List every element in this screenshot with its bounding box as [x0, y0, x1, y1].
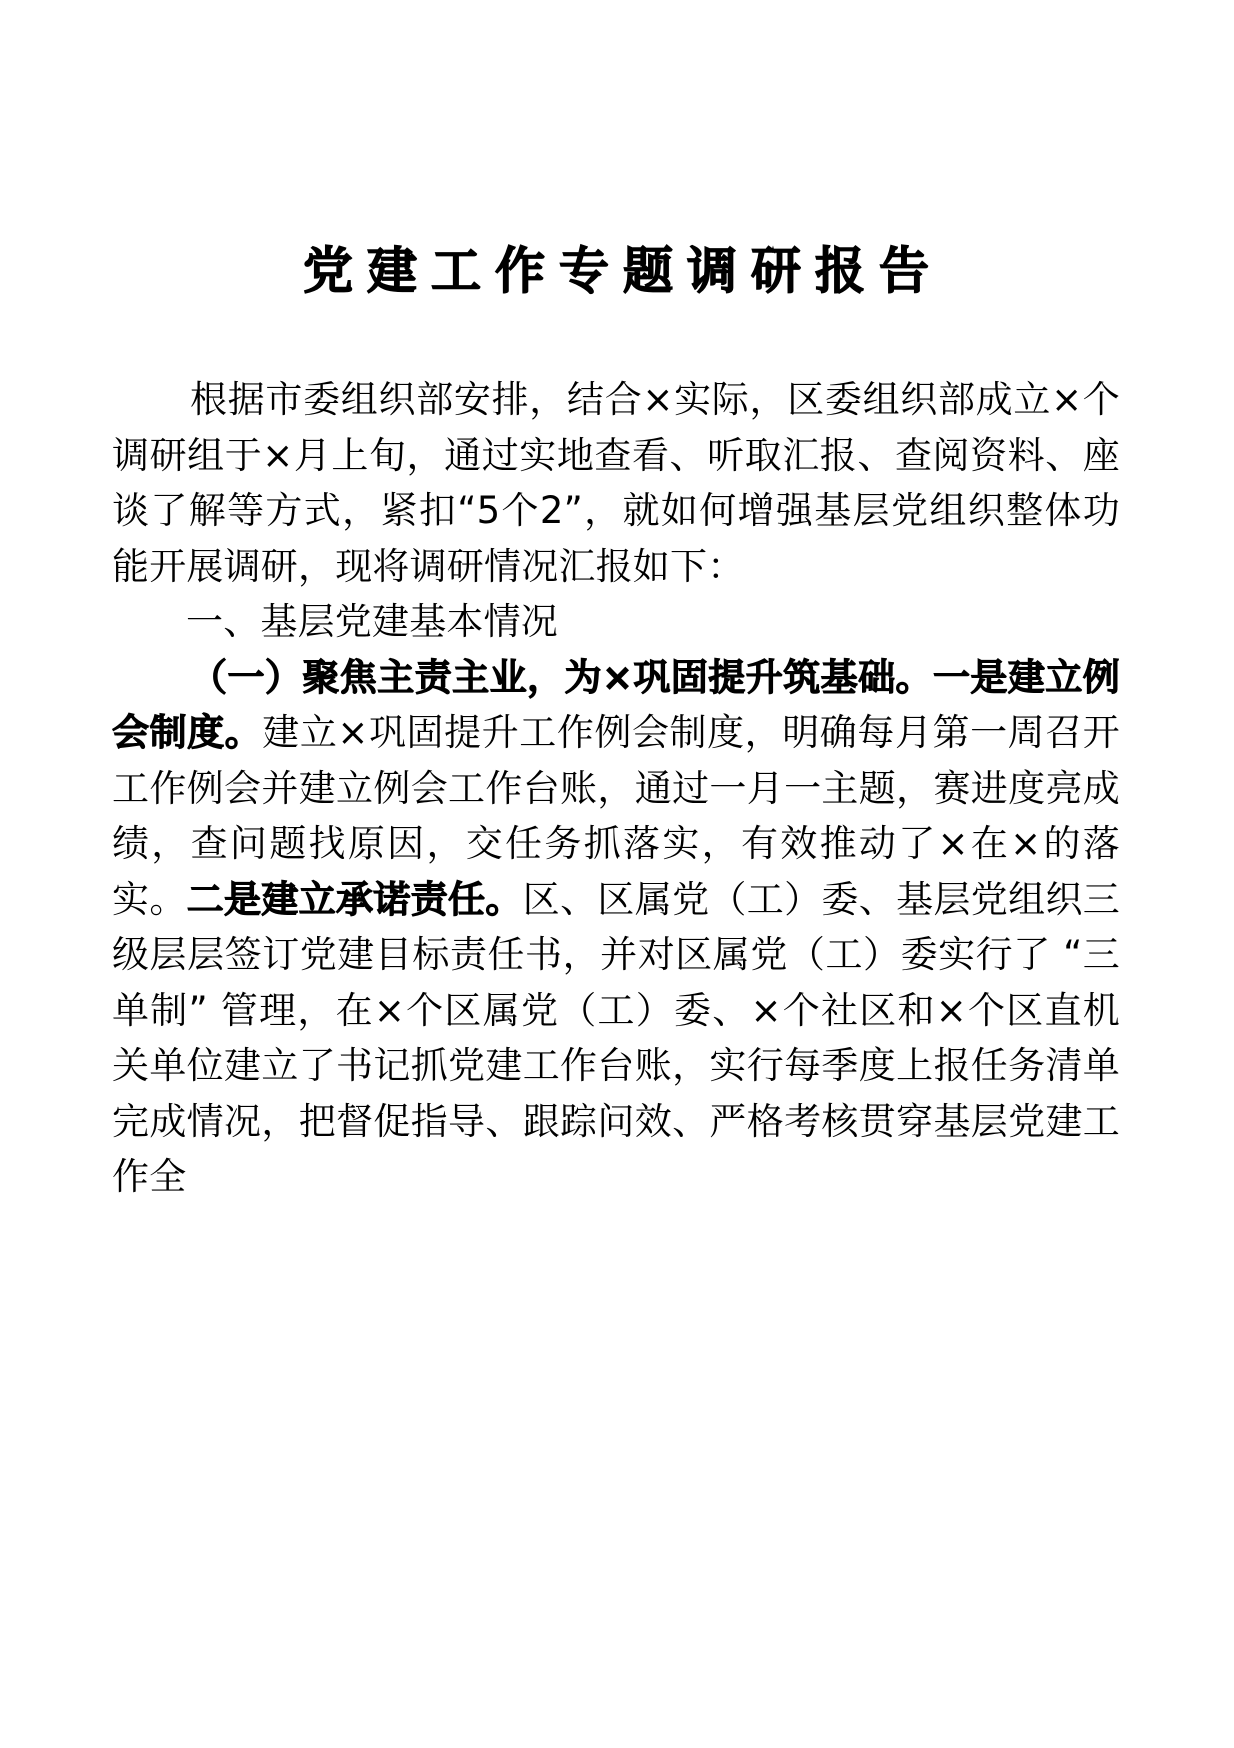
text-run: 建立×巩固提升工作例会制度，明确每月第一周召开工作例会并建立例会工作台账，通过一月一主题，赛进度亮成绩，查问题找原因，交任务抓落实，有效推动了×在×的落实。 [112, 711, 1120, 921]
paragraph-intro [112, 372, 1120, 594]
text-run-bold: （一）聚焦主责主业，为×巩固提升筑基础。一是建立例会制度。 [112, 655, 1120, 754]
text-run: 根据市委组织部安排，结合×实际，区委组织部成立×个调研组于×月上旬，通过实地查看、听取汇报、查阅资料、座谈了解等方式，紧扣“5个2”，就如何增强基层党组织整体功能开展调研，现将调研情况汇报如下： [112, 378, 1120, 588]
paragraph-subsection-one [112, 650, 1120, 1205]
text-run: 区、区属党（工）委、基层党组织三级层层签订党建目标责任书，并对区属党（工）委实行了 “三单制” 管理，在×个区属党（工）委、×个社区和×个区直机关单位建立了书记抓党建工作台账，实行每季度上报任务清单完成情况，把督促指导、跟踪问效、严格考核贯穿基层党建工作全 [112, 877, 1120, 1198]
text-run: 一、基层党建基本情况 [186, 600, 558, 643]
document-body [112, 372, 1120, 1205]
page-title: 党建工作专题调研报告 [303, 242, 943, 300]
page-content-area [112, 0, 1120, 1748]
text-run-bold: 二是建立承诺责任。 [186, 877, 523, 921]
section-heading-one [112, 594, 1120, 650]
